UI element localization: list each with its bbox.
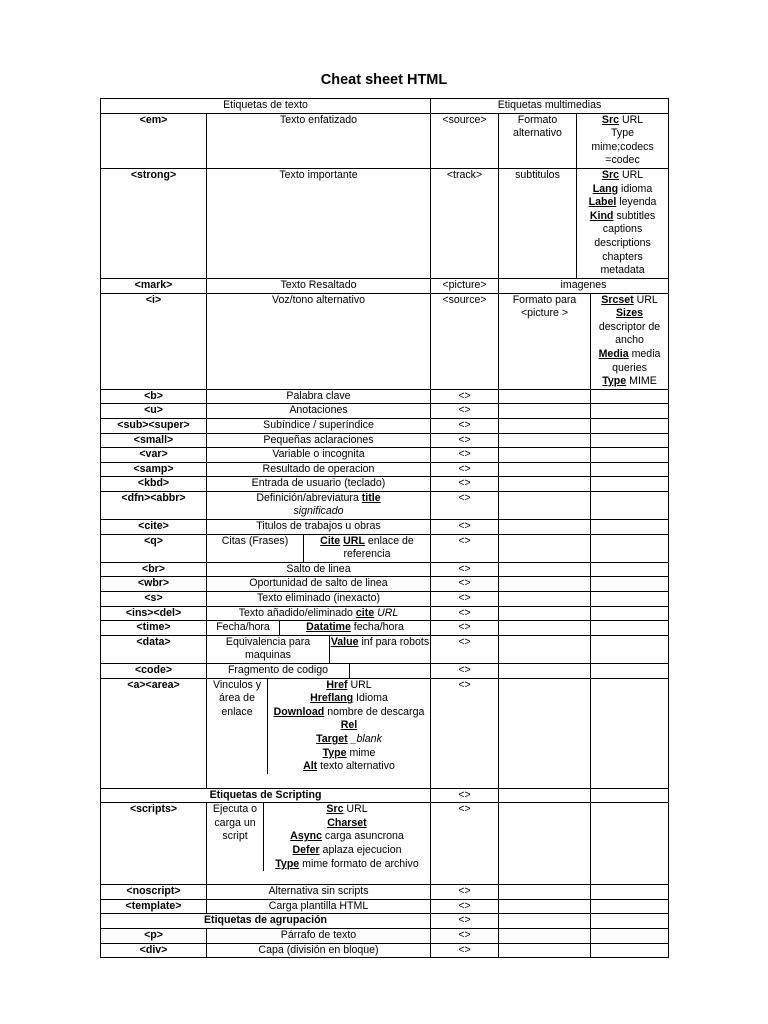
empty-tag-cell: <> — [431, 448, 499, 463]
blank-cell — [591, 914, 669, 929]
tag-cell: <wbr> — [101, 577, 207, 592]
blank-cell — [591, 404, 669, 419]
header-row — [101, 99, 669, 114]
tag-cell: <strong> — [101, 168, 207, 278]
desc-cell: Vinculos y área de enlace Href URL Hreflang Idioma Download nombre de descarga Rel Target _blank Type mime Alt texto alternativo — [207, 678, 431, 788]
blank-cell — [499, 534, 591, 562]
desc-cell: Fecha/hora Datatime fecha/hora — [207, 621, 431, 636]
empty-tag-cell: <> — [431, 803, 499, 885]
media-attr-cell: Src URL Lang idioma Label leyenda Kind subtitles captions descriptions chapters metadata — [577, 168, 669, 278]
blank-cell — [591, 678, 669, 788]
table-row — [101, 577, 669, 592]
desc-cell: Texto eliminado (inexacto) — [207, 592, 431, 607]
desc-cell: Capa (división en bloque) — [207, 943, 431, 958]
blank-cell — [499, 448, 591, 463]
table-row — [101, 803, 669, 885]
tag-cell: <div> — [101, 943, 207, 958]
blank-cell — [499, 520, 591, 535]
tag-cell: <cite> — [101, 520, 207, 535]
blank-cell — [499, 635, 591, 663]
blank-cell — [499, 621, 591, 636]
tag-cell: <code> — [101, 664, 207, 679]
empty-tag-cell: <> — [431, 520, 499, 535]
blank-cell — [591, 885, 669, 900]
empty-tag-cell: <> — [431, 678, 499, 788]
empty-tag-cell: <> — [431, 592, 499, 607]
blank-cell — [499, 606, 591, 621]
table-row — [101, 433, 669, 448]
desc-cell: Entrada de usuario (teclado) — [207, 477, 431, 492]
empty-tag-cell: <> — [431, 491, 499, 519]
table-row — [101, 293, 669, 389]
blank-cell — [499, 577, 591, 592]
tag-cell: <time> — [101, 621, 207, 636]
media-tags-header: Etiquetas multimedias — [431, 99, 669, 114]
empty-tag-cell: <> — [431, 389, 499, 404]
empty-tag-cell: <> — [431, 664, 499, 679]
blank-cell — [591, 606, 669, 621]
blank-cell — [591, 462, 669, 477]
desc-cell: Palabra clave — [207, 389, 431, 404]
blank-cell — [591, 389, 669, 404]
tag-cell: <scripts> — [101, 803, 207, 885]
blank-cell — [499, 914, 591, 929]
table-row — [101, 606, 669, 621]
desc-cell: Subíndice / superíndice — [207, 418, 431, 433]
section-header: Etiquetas de Scripting — [101, 788, 431, 803]
table-row — [101, 885, 669, 900]
desc-cell: Voz/tono alternativo — [207, 293, 431, 389]
empty-tag-cell: <> — [431, 928, 499, 943]
media-tag-cell: <source> — [431, 113, 499, 168]
blank-cell — [591, 928, 669, 943]
section-header: Etiquetas de agrupación — [101, 914, 431, 929]
tag-cell: <i> — [101, 293, 207, 389]
table-row — [101, 899, 669, 914]
table-row — [101, 168, 669, 278]
tag-cell: <template> — [101, 899, 207, 914]
table-row — [101, 621, 669, 636]
media-tag-cell: <source> — [431, 293, 499, 389]
tag-cell: <s> — [101, 592, 207, 607]
desc-cell: Oportunidad de salto de linea — [207, 577, 431, 592]
empty-tag-cell: <> — [431, 606, 499, 621]
tag-cell: <noscript> — [101, 885, 207, 900]
media-desc-cell: Formato alternativo — [499, 113, 577, 168]
empty-tag-cell: <> — [431, 418, 499, 433]
blank-cell — [499, 462, 591, 477]
text-tags-header: Etiquetas de texto — [101, 99, 431, 114]
tag-cell: <em> — [101, 113, 207, 168]
table-row — [101, 534, 669, 562]
blank-cell — [499, 788, 591, 803]
empty-tag-cell: <> — [431, 404, 499, 419]
blank-cell — [499, 664, 591, 679]
blank-cell — [499, 803, 591, 885]
empty-tag-cell: <> — [431, 635, 499, 663]
empty-tag-cell: <> — [431, 577, 499, 592]
blank-cell — [591, 943, 669, 958]
tag-cell: <var> — [101, 448, 207, 463]
tag-cell: <a><area> — [101, 678, 207, 788]
table-row — [101, 389, 669, 404]
empty-tag-cell: <> — [431, 477, 499, 492]
empty-tag-cell: <> — [431, 433, 499, 448]
table-row — [101, 678, 669, 788]
desc-cell: Párrafo de texto — [207, 928, 431, 943]
blank-cell — [591, 418, 669, 433]
table-row — [101, 943, 669, 958]
tag-cell: <kbd> — [101, 477, 207, 492]
tag-cell: <ins><del> — [101, 606, 207, 621]
tag-cell: <q> — [101, 534, 207, 562]
table-row — [101, 404, 669, 419]
desc-cell: Alternativa sin scripts — [207, 885, 431, 900]
table-row — [101, 418, 669, 433]
tag-cell: <sub><super> — [101, 418, 207, 433]
blank-cell — [499, 491, 591, 519]
media-desc-cell: Formato para <picture > — [499, 293, 591, 389]
tag-cell: <small> — [101, 433, 207, 448]
media-tag-cell: <track> — [431, 168, 499, 278]
blank-cell — [499, 899, 591, 914]
table-row — [101, 592, 669, 607]
media-desc-cell: subtitulos — [499, 168, 577, 278]
desc-cell: Texto añadido/eliminado cite URL — [207, 606, 431, 621]
page-title: Cheat sheet HTML — [320, 72, 448, 88]
table-row — [101, 914, 669, 929]
desc-cell: Carga plantilla HTML — [207, 899, 431, 914]
desc-cell: Pequeñas aclaraciones — [207, 433, 431, 448]
tag-cell: <samp> — [101, 462, 207, 477]
blank-cell — [499, 943, 591, 958]
tag-cell: <br> — [101, 562, 207, 577]
desc-cell: Texto importante — [207, 168, 431, 278]
empty-tag-cell: <> — [431, 462, 499, 477]
table-row — [101, 448, 669, 463]
table-row — [101, 928, 669, 943]
desc-cell: Variable o incognita — [207, 448, 431, 463]
desc-cell: Anotaciones — [207, 404, 431, 419]
table-row — [101, 113, 669, 168]
cheat-sheet-table — [100, 98, 669, 958]
table-row — [101, 520, 669, 535]
blank-cell — [591, 788, 669, 803]
media-tag-cell: <picture> — [431, 278, 499, 293]
table-row — [101, 664, 669, 679]
blank-cell — [499, 592, 591, 607]
empty-tag-cell: <> — [431, 534, 499, 562]
blank-cell — [499, 678, 591, 788]
desc-cell: Ejecuta o carga un script Src URL Charset Async carga asuncrona Defer aplaza ejecucion Type mime formato de archivo — [207, 803, 431, 885]
empty-tag-cell: <> — [431, 885, 499, 900]
blank-cell — [499, 389, 591, 404]
blank-cell — [591, 664, 669, 679]
table-row — [101, 562, 669, 577]
table-row — [101, 635, 669, 663]
desc-cell: Fragmento de codigo — [207, 664, 431, 679]
blank-cell — [499, 928, 591, 943]
blank-cell — [591, 899, 669, 914]
empty-tag-cell: <> — [431, 562, 499, 577]
blank-cell — [591, 621, 669, 636]
blank-cell — [591, 448, 669, 463]
blank-cell — [591, 803, 669, 885]
tag-cell: <b> — [101, 389, 207, 404]
desc-cell: Texto enfatizado — [207, 113, 431, 168]
desc-cell: Texto Resaltado — [207, 278, 431, 293]
media-attr-cell: Srcset URL Sizes descriptor de ancho Media media queries Type MIME — [591, 293, 669, 389]
desc-cell: Resultado de operacion — [207, 462, 431, 477]
blank-cell — [499, 404, 591, 419]
blank-cell — [499, 433, 591, 448]
desc-cell: Citas (Frases) Cite URL enlace de referencia — [207, 534, 431, 562]
blank-cell — [499, 562, 591, 577]
empty-tag-cell: <> — [431, 943, 499, 958]
blank-cell — [591, 491, 669, 519]
empty-tag-cell: <> — [431, 621, 499, 636]
empty-tag-cell: <> — [431, 788, 499, 803]
blank-cell — [499, 885, 591, 900]
blank-cell — [591, 433, 669, 448]
tag-cell: <mark> — [101, 278, 207, 293]
blank-cell — [499, 418, 591, 433]
desc-cell: Salto de linea — [207, 562, 431, 577]
table-row — [101, 491, 669, 519]
media-attr-cell: Src URL Type mime;codecs =codec — [577, 113, 669, 168]
blank-cell — [591, 477, 669, 492]
tag-cell: <data> — [101, 635, 207, 663]
tag-cell: <u> — [101, 404, 207, 419]
blank-cell — [591, 562, 669, 577]
tag-cell: <p> — [101, 928, 207, 943]
desc-cell: Equivalencia para maquinas Value inf para robots — [207, 635, 431, 663]
desc-cell: Definición/abreviatura title significado — [207, 491, 431, 519]
blank-cell — [591, 520, 669, 535]
empty-tag-cell: <> — [431, 899, 499, 914]
blank-cell — [591, 592, 669, 607]
blank-cell — [591, 635, 669, 663]
blank-cell — [499, 477, 591, 492]
tag-cell: <dfn><abbr> — [101, 491, 207, 519]
empty-tag-cell: <> — [431, 914, 499, 929]
table-row — [101, 278, 669, 293]
table-row — [101, 788, 669, 803]
table-row — [101, 462, 669, 477]
blank-cell — [591, 577, 669, 592]
table-row — [101, 477, 669, 492]
desc-cell: Titulos de trabajos u obras — [207, 520, 431, 535]
blank-cell — [591, 534, 669, 562]
media-desc-cell: imagenes — [499, 278, 669, 293]
